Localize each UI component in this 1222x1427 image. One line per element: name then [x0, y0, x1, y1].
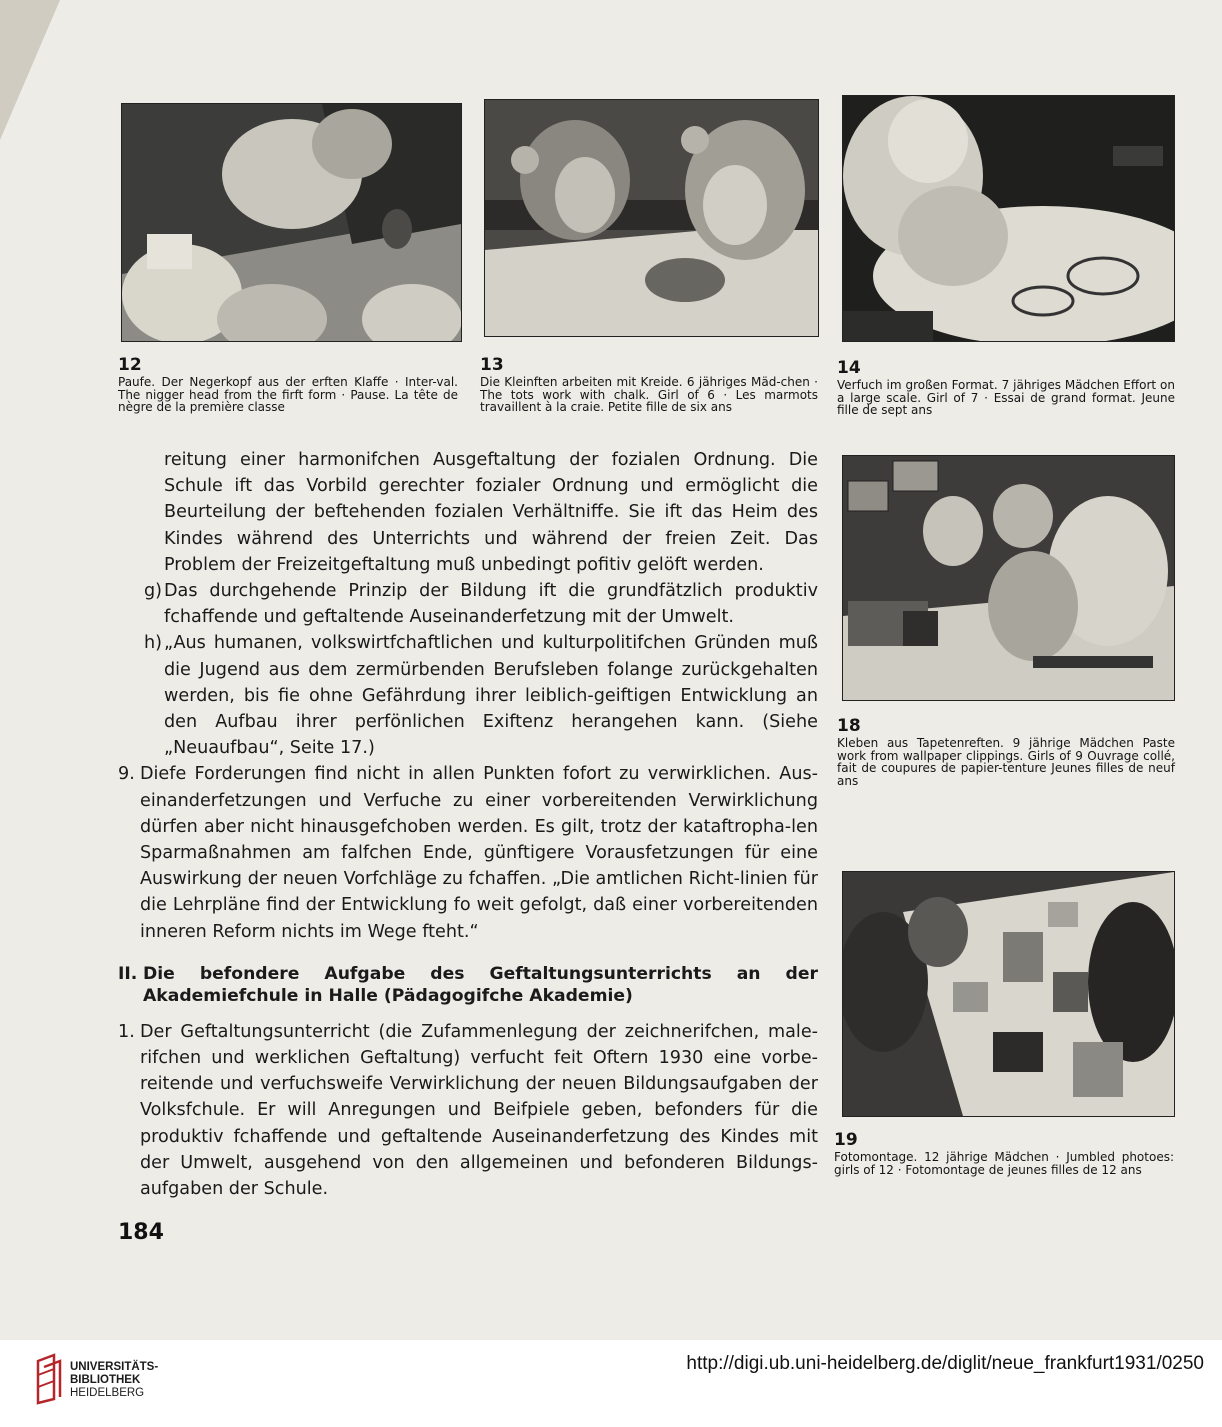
photo-girls-paste-work: [842, 455, 1175, 701]
list-item-h: [118, 630, 818, 761]
list-item-1: [118, 1019, 818, 1202]
list-item-9: [118, 761, 818, 944]
photo-children-with-sculpture: [121, 103, 462, 342]
list-text: „Aus humanen, volkswirtfchaftlichen und kulturpolitifchen Gründen muß die Jugend aus dem zermürbenden Berufsleben folange zurückgehalten werden, bis fie ohne Gefährdung ihrer leiblich-geiftigen Entwicklung an den Aufbau ihrer perfönlichen Exiftenz herangehen kann. (Siehe „Neuaufbau“, Seite 17.): [164, 633, 818, 759]
library-line-3: HEIDELBERG: [70, 1387, 145, 1399]
list-label: g): [144, 581, 163, 602]
section-label: II.: [118, 963, 138, 984]
page-number: 184: [118, 1220, 164, 1245]
library-line-1: UNIVERSITÄTS-: [70, 1361, 159, 1373]
photo-tots-with-chalk: [484, 99, 819, 337]
library-logo-icon: [34, 1353, 66, 1405]
caption-text: Paufe. Der Negerkopf aus der erften Klaffe · Inter-val. The nigger head from the firft form · Pause. La tête de nègre de la première classe: [118, 375, 458, 414]
list-text: Der Geftaltungsunterricht (die Zufammenlegung der zeichnerifchen, male-rifchen und werklichen Geftaltung) verfucht feit Oftern 1930 eine vorbe-reitende und verfuchsweife Verwirklichung der neuen Bildungsaufgaben der Volksfchule. Er will Anregungen und Beifpiele geben, befonders für die produktiv fchaffende und geftaltende Auseinanderfetzung des Kindes mit der Umwelt, ausgehend von den allgemeinen und befonderen Bildungs-aufgaben der Schule.: [140, 1021, 818, 1200]
list-item-g: [118, 578, 818, 630]
figure-18-caption: [837, 717, 1175, 787]
list-text: Diefe Forderungen find nicht in allen Punkten fofort zu verwirklichen. Aus-einanderfetzungen und Verfuche zu einer vorbereitenden Verwirklichung dürfen aber nicht hinausgefchoben werden. Es gilt, trotz der kataftropha-len Sparmaßnahmen am falfchen Ende, günftigere Vorausfetzungen für eine Auswirkung der neuen Vorfchläge zu fchaffen. „Die amtlichen Richt-linien für die Lehrpläne find der Entwicklung fo weit gefolgt, daß einer vorbereitenden inneren Reform nichts im Wege fteht.“: [140, 764, 818, 942]
caption-text: Verfuch im großen Format. 7 jähriges Mädchen Effort on a large scale. Girl of 7 · Essai de grand format. Jeune fille de sept ans: [837, 378, 1175, 417]
list-label: 1.: [118, 1021, 135, 1042]
figure-number: 18: [837, 716, 861, 736]
figure-number: 19: [834, 1130, 858, 1150]
figure-number: 13: [480, 355, 504, 375]
photo-girl-drawing-large: [842, 95, 1175, 342]
source-url[interactable]: http://digi.ub.uni-heidelberg.de/diglit/neue_frankfurt1931/0250: [686, 1353, 1204, 1374]
body-text: [118, 447, 818, 1202]
page-corner-fold: [0, 0, 60, 140]
caption-text: Kleben aus Tapetenreften. 9 jährige Mädchen Paste work from wallpaper clippings. Girls of 9 Ouvrage collé, fait de coupures de papier-tenture Jeunes filles de neuf ans: [837, 736, 1175, 788]
caption-text: Die Kleinften arbeiten mit Kreide. 6 jähriges Mäd-chen · The tots work with chalk. Girl of 6 · Les marmots travaillent à la craie. Petite fille de six ans: [480, 375, 818, 414]
figure-19-caption: [834, 1131, 1174, 1176]
library-line-2: BIBLIOTHEK: [70, 1374, 141, 1386]
list-text: Das durchgehende Prinzip der Bildung ift die grundfätzlich produktiv fchaffende und geftaltende Auseinanderfetzung mit der Umwelt.: [164, 581, 818, 628]
section-title: Die befondere Aufgabe des Geftaltungsunterrichts an der Akademiefchule in Halle (Pädagogifche Akademie): [143, 963, 818, 1006]
figure-12-caption: [118, 356, 458, 414]
figure-14-caption: [837, 359, 1175, 417]
library-name: [70, 1361, 158, 1400]
list-label: 9.: [118, 764, 135, 785]
intro-paragraph: reitung einer harmonifchen Ausgeftaltung der fozialen Ordnung. Die Schule ift das Vorbild gerechter fozialer Ordnung und ermöglicht die Beurteilung der beftehenden fozialen Verhältniffe. Sie ift das Heim des Kindes während des Unterrichts und während der freien Zeit. Das Problem der Freizeitgeftaltung muß unbedingt pofitiv gelöft werden.: [164, 450, 818, 575]
figure-13-caption: [480, 356, 818, 414]
figure-number: 14: [837, 358, 861, 378]
photo-girls-fotomontage: [842, 871, 1175, 1117]
section-heading: [118, 963, 818, 1007]
list-label: h): [144, 633, 163, 654]
caption-text: Fotomontage. 12 jährige Mädchen · Jumbled photoes: girls of 12 · Fotomontage de jeunes filles de 12 ans: [834, 1150, 1174, 1177]
figure-number: 12: [118, 355, 142, 375]
